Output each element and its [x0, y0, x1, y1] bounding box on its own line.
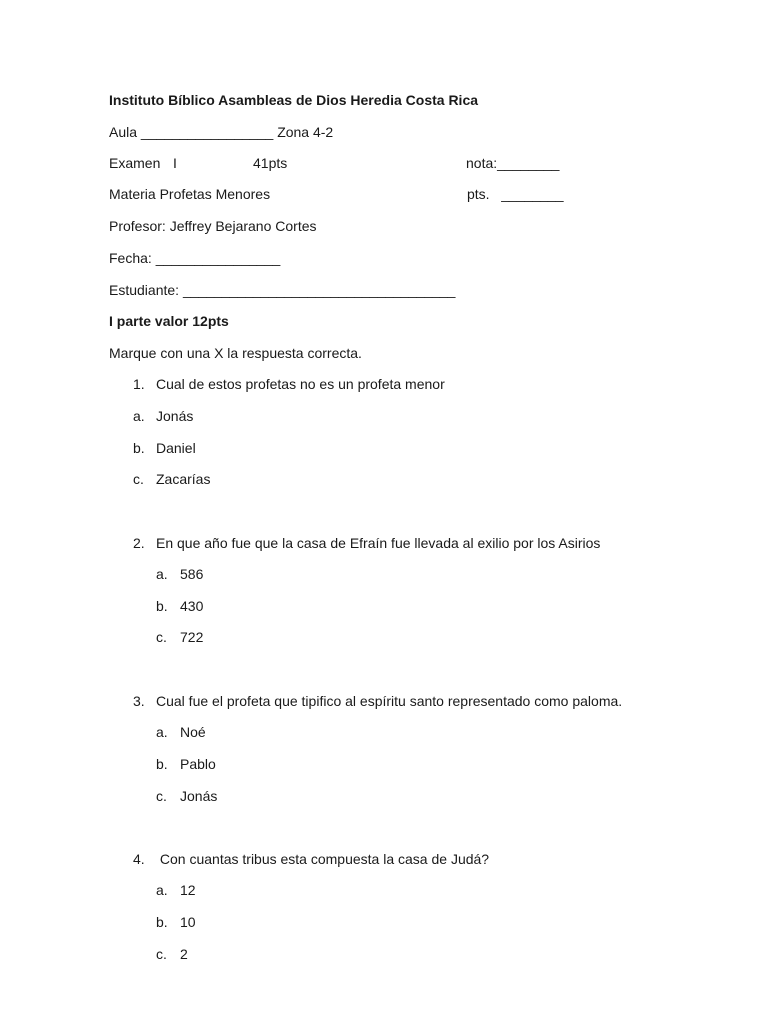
option-letter: b.	[156, 914, 168, 930]
question-number: 2.	[133, 535, 145, 551]
option-letter: c.	[156, 629, 167, 645]
materia-label: Materia Profetas Menores	[109, 186, 271, 202]
option-text: 2	[180, 946, 188, 962]
option-letter: b.	[133, 440, 145, 456]
option-text: 722	[180, 629, 204, 645]
option-letter: a.	[133, 408, 145, 424]
option-text: Pablo	[180, 756, 216, 772]
question-text: En que año fue que la casa de Efraín fue llevada al exilio por los Asirios	[156, 535, 601, 551]
option-text: Noé	[180, 724, 206, 740]
examen-label: Examen	[109, 155, 161, 171]
option-letter: a.	[156, 882, 168, 898]
question-text: Con cuantas tribus esta compuesta la casa de Judá?	[156, 851, 490, 867]
option-text: 430	[180, 598, 204, 614]
option-text: Jonás	[156, 408, 194, 424]
section-title: I parte valor 12pts	[109, 313, 229, 329]
option-letter: a.	[156, 724, 168, 740]
institute-title: Instituto Bíblico Asambleas de Dios Heredia Costa Rica	[109, 92, 479, 108]
total-points: 41pts	[253, 155, 288, 171]
question-number: 4.	[133, 851, 145, 867]
option-letter: a.	[156, 566, 168, 582]
section-instruction: Marque con una X la respuesta correcta.	[109, 345, 362, 361]
option-text: 12	[180, 882, 196, 898]
option-text: Daniel	[156, 440, 196, 456]
aula-line	[109, 124, 333, 140]
pts-line	[467, 186, 564, 202]
question-text: Cual fue el profeta que tipifico al espíritu santo representado como paloma.	[156, 693, 623, 709]
profesor-label: Profesor: Jeffrey Bejarano Cortes	[109, 218, 317, 234]
zona-label: Zona 4-2	[277, 124, 334, 140]
option-text: Zacarías	[156, 471, 211, 487]
nota-field: nota:________	[466, 155, 560, 171]
option-text: Jonás	[180, 788, 218, 804]
estudiante-field: Estudiante: ___________________________________	[109, 282, 456, 298]
fecha-field: Fecha: ________________	[109, 250, 281, 266]
option-letter: b.	[156, 598, 168, 614]
option-text: 586	[180, 566, 204, 582]
aula-blank: _________________	[140, 124, 274, 140]
examen-number: I	[173, 155, 177, 171]
option-letter: c.	[156, 946, 167, 962]
aula-label: Aula	[109, 124, 138, 140]
option-letter: b.	[156, 756, 168, 772]
pts-label: pts.	[467, 186, 490, 202]
question-number: 1.	[133, 376, 145, 392]
option-letter: c.	[133, 471, 144, 487]
pts-blank: ________	[501, 186, 564, 202]
question-number: 3.	[133, 693, 145, 709]
question-text: Cual de estos profetas no es un profeta menor	[156, 376, 445, 392]
option-text: 10	[180, 914, 196, 930]
option-letter: c.	[156, 788, 167, 804]
